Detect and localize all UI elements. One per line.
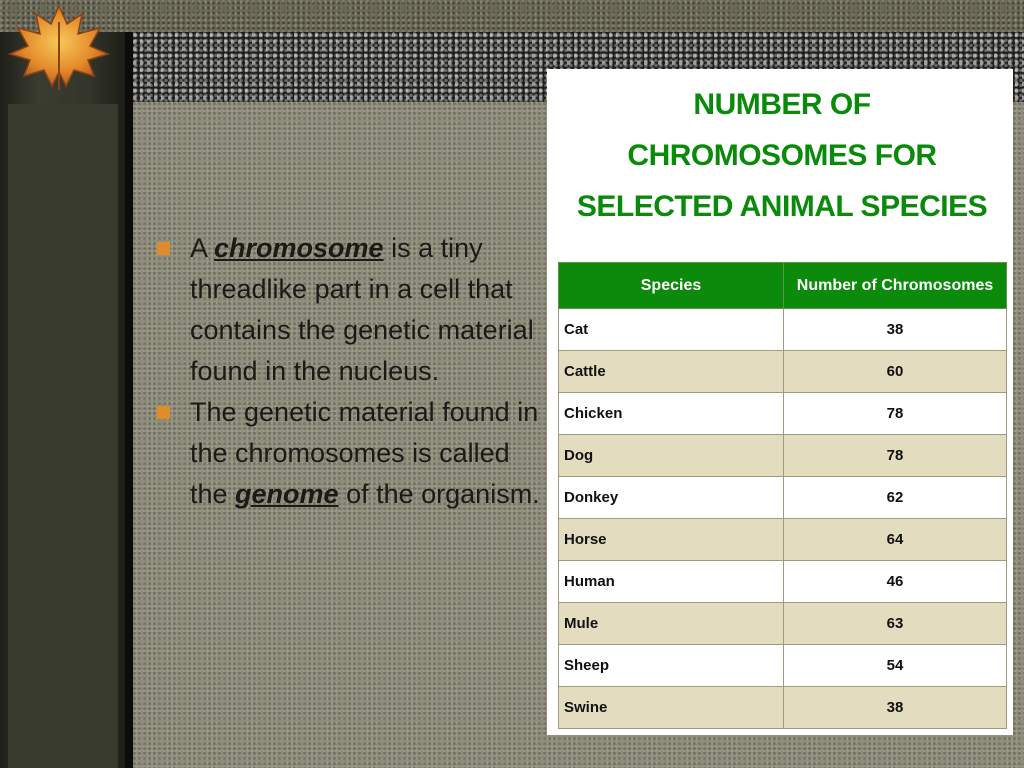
bullet-text-pre: The genetic material found in the chromosomes is called the <box>190 397 539 509</box>
species-cell: Sheep <box>559 645 784 687</box>
keyword-chromosome: chromosome <box>214 233 384 263</box>
table-row <box>559 645 1007 687</box>
species-cell: Horse <box>559 519 784 561</box>
table-row <box>559 519 1007 561</box>
column-header-number: Number of Chromosomes <box>784 263 1007 309</box>
species-cell: Cattle <box>559 351 784 393</box>
table-row <box>559 309 1007 351</box>
table-row <box>559 393 1007 435</box>
chromosome-count-cell: 54 <box>784 645 1007 687</box>
bullet-text-pre: A <box>190 233 215 263</box>
species-cell: Human <box>559 561 784 603</box>
left-decorative-strip <box>0 32 125 768</box>
table-row <box>559 561 1007 603</box>
left-strip-panel <box>8 104 118 768</box>
column-header-species: Species <box>559 263 784 309</box>
top-texture-band <box>0 0 1024 32</box>
maple-leaf-logo <box>4 2 114 94</box>
bullet-item-chromosome <box>150 228 542 392</box>
chromosome-count-cell: 63 <box>784 603 1007 645</box>
species-cell: Swine <box>559 687 784 729</box>
table-row <box>559 351 1007 393</box>
bullet-text-post: is a tiny threadlike part in a cell that contains the genetic material found in the nucleus. <box>190 233 534 386</box>
table-row <box>559 603 1007 645</box>
species-cell: Chicken <box>559 393 784 435</box>
title-line-2: CHROMOSOMES FOR <box>627 139 937 172</box>
table-row <box>559 435 1007 477</box>
bullet-list <box>150 228 542 515</box>
chromosome-count-cell: 78 <box>784 393 1007 435</box>
table-row <box>559 477 1007 519</box>
table-row <box>559 687 1007 729</box>
chromosome-count-cell: 46 <box>784 561 1007 603</box>
keyword-genome: genome <box>235 479 339 509</box>
title-line-3: SELECTED ANIMAL SPECIES <box>576 190 988 223</box>
chromosome-count-cell: 62 <box>784 477 1007 519</box>
bullet-square-icon <box>157 406 170 419</box>
chromosome-count-cell: 78 <box>784 435 1007 477</box>
chromosome-count-cell: 60 <box>784 351 1007 393</box>
bullet-item-genome <box>150 392 542 515</box>
divider-column <box>125 32 133 768</box>
table-title <box>547 79 1017 232</box>
title-line-1: NUMBER OF <box>693 88 871 121</box>
species-cell: Dog <box>559 435 784 477</box>
bullet-text-post: of the organism. <box>338 479 540 509</box>
table-header-row <box>559 263 1007 309</box>
species-cell: Donkey <box>559 477 784 519</box>
bullet-square-icon <box>157 242 170 255</box>
chromosome-count-cell: 64 <box>784 519 1007 561</box>
chromosome-table <box>558 262 1007 729</box>
chromosome-count-cell: 38 <box>784 309 1007 351</box>
species-cell: Mule <box>559 603 784 645</box>
chromosome-count-cell: 38 <box>784 687 1007 729</box>
species-cell: Cat <box>559 309 784 351</box>
chromosome-table-card <box>547 69 1013 735</box>
